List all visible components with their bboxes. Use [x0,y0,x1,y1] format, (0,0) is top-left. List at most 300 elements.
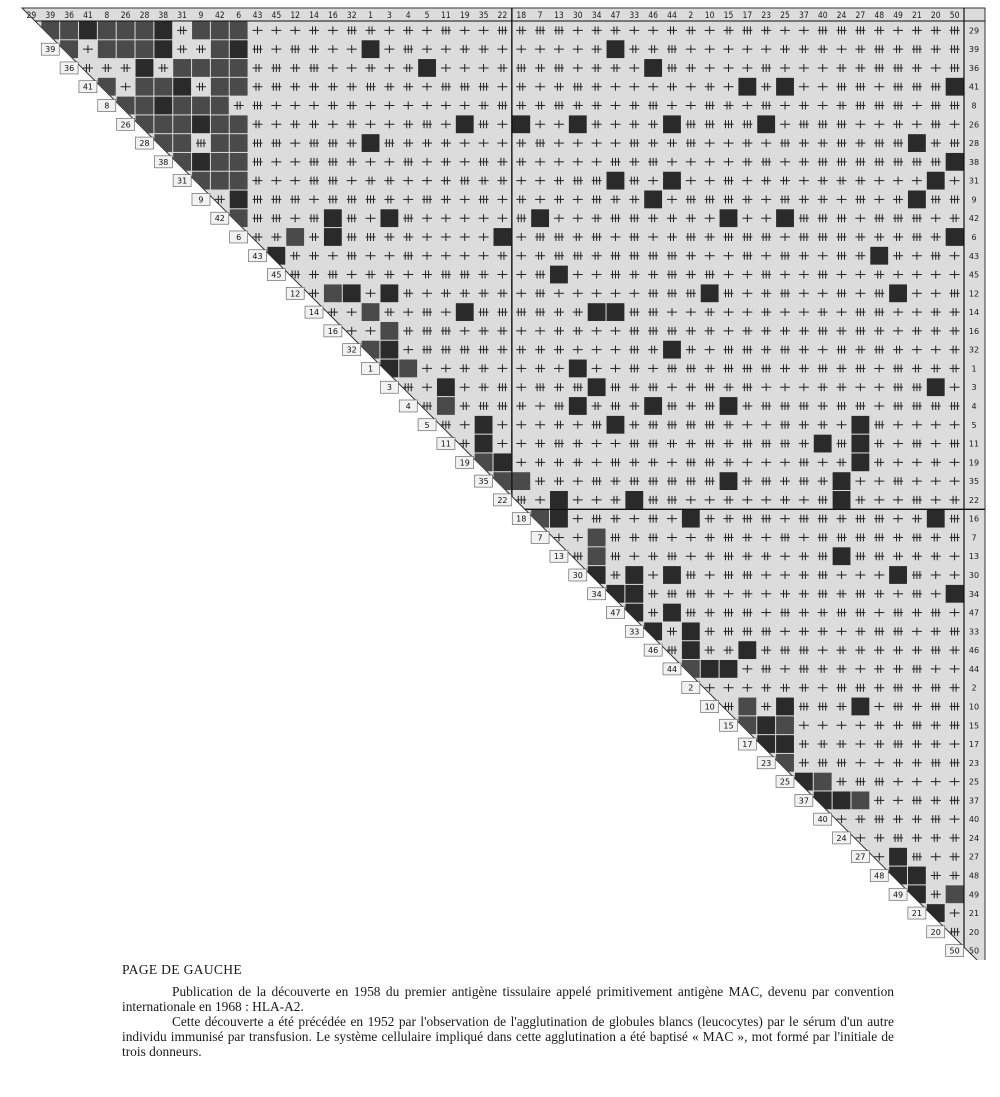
reaction-mark [253,214,263,222]
reaction-mark [667,252,677,260]
row-header-label: 16 [968,326,980,336]
agglutination-cell [343,284,361,302]
reaction-mark [667,271,677,279]
column-header-label: 36 [64,11,74,21]
reaction-mark [874,533,884,541]
reaction-mark [403,158,413,166]
agglutination-cell [117,22,135,40]
reaction-mark [893,214,903,222]
reaction-mark [761,271,771,279]
agglutination-cell [173,97,191,115]
agglutination-cell [230,40,248,58]
reaction-mark [818,571,828,579]
agglutination-cell [399,360,417,378]
reaction-mark [516,308,526,316]
reaction-mark [780,346,790,354]
agglutination-cell [230,115,248,133]
column-header-label: 14 [309,11,319,21]
caption-paragraph-2: Cette découverte a été précédée en 1952 par l'observation de l'agglutination de globules blancs (leucocytes) par le sérum d'un autre individu immunisé par transfusion. Le système cellulaire impliqué dans cette agglutination a été baptisé « MAC », mot formé par l'initiale de trois donneurs. [122,1014,894,1059]
diagonal-label: 34 [591,589,602,599]
agglutination-cell [192,22,210,40]
column-header-label: 42 [214,11,225,21]
agglutination-cell [701,660,719,678]
diagonal-label: 8 [104,101,110,111]
reaction-mark [705,383,715,391]
reaction-mark [837,158,847,166]
reaction-mark [761,233,771,241]
reaction-mark [629,139,639,147]
agglutination-cell [136,40,154,58]
column-header-label: 21 [912,11,922,21]
diagonal-label: 32 [346,345,357,355]
reaction-mark [460,346,470,354]
reaction-mark [855,102,865,110]
agglutination-cell [230,78,248,96]
column-header-label: 27 [855,11,866,21]
reaction-mark [686,458,696,466]
reaction-mark [799,402,809,410]
diagonal-label: 24 [836,833,847,843]
agglutination-cell [98,22,116,40]
reaction-mark [780,289,790,297]
row-header-label: 41 [968,82,980,92]
column-header-label: 17 [742,11,753,21]
reaction-mark [724,120,734,128]
reaction-mark [874,289,884,297]
reaction-mark [271,139,281,147]
reaction-mark [799,233,809,241]
reaction-mark [855,402,865,410]
reaction-mark [855,327,865,335]
agglutination-cell [230,22,248,40]
diagonal-label: 38 [158,157,169,167]
reaction-mark [554,252,564,260]
row-header-label: 24 [968,833,980,843]
reaction-mark [761,64,771,72]
reaction-mark [705,440,715,448]
agglutination-cell [550,510,568,528]
reaction-mark [724,289,734,297]
agglutination-cell [833,472,851,490]
reaction-mark [422,327,432,335]
reaction-mark [742,26,752,34]
reaction-mark [479,195,489,203]
diagonal-label: 1 [367,364,374,374]
agglutination-cell [663,172,681,190]
row-header-label: 16 [968,514,980,524]
reaction-mark [761,665,771,673]
row-header-label: 9 [971,195,977,205]
agglutination-cell [644,397,662,415]
diagonal-label: 30 [572,571,583,581]
agglutination-cell [362,40,380,58]
reaction-mark [724,627,734,635]
reaction-mark [874,139,884,147]
reaction-mark [912,158,922,166]
reaction-mark [648,289,658,297]
agglutination-cell [380,341,398,359]
row-header-label: 25 [968,777,980,787]
reaction-mark [950,45,960,53]
reaction-mark [950,195,960,203]
reaction-mark [780,252,790,260]
reaction-mark [855,778,865,786]
reaction-mark [460,271,470,279]
row-header-label: 40 [968,815,980,825]
reaction-mark [667,289,677,297]
reaction-mark [403,252,413,260]
reaction-mark [818,214,828,222]
column-header-label: 45 [271,11,282,21]
row-header-label: 21 [968,909,980,919]
column-header-label: 31 [177,11,188,21]
agglutination-cell [851,791,869,809]
reaction-mark [403,214,413,222]
diagonal-label: 9 [198,195,204,205]
agglutination-cell [814,435,832,453]
row-header-label: 20 [968,927,980,937]
agglutination-cell [851,416,869,434]
reaction-mark [554,440,564,448]
agglutination-cell [738,78,756,96]
reaction-mark [912,440,922,448]
diagonal-label: 16 [327,326,338,336]
agglutination-cell [192,115,210,133]
diagonal-label: 14 [308,308,320,318]
reaction-mark [648,327,658,335]
reaction-mark [912,590,922,598]
reaction-mark [874,214,884,222]
reaction-mark [705,402,715,410]
column-header-label: 16 [327,11,338,21]
agglutination-cell [757,716,775,734]
agglutination-cell [211,172,229,190]
row-header-label: 38 [968,157,980,167]
agglutination-cell [230,59,248,77]
reaction-mark [893,158,903,166]
reaction-mark [818,233,828,241]
column-header-label: 28 [139,11,150,21]
agglutination-cell [192,59,210,77]
reaction-mark [818,271,828,279]
reaction-mark [950,533,960,541]
agglutination-cell [173,134,191,152]
reaction-mark [347,233,357,241]
agglutination-cell [588,303,606,321]
diagonal-label: 21 [911,909,922,919]
reaction-mark [780,609,790,617]
diagonal-label: 33 [629,627,640,637]
agglutination-cell [738,641,756,659]
reaction-mark [629,252,639,260]
reaction-mark [855,684,865,692]
column-header-label: 13 [554,11,564,21]
agglutination-cell [512,115,530,133]
column-header-label: 41 [83,11,93,21]
reaction-mark [705,120,715,128]
column-header-label: 7 [537,11,543,21]
agglutination-cell [362,303,380,321]
reaction-mark [347,252,357,260]
row-header-label: 48 [968,871,980,881]
reaction-mark [874,552,884,560]
reaction-mark [799,702,809,710]
reaction-mark [422,195,432,203]
agglutination-cell [230,153,248,171]
row-header-label: 26 [968,120,980,130]
reaction-mark [931,158,941,166]
reaction-mark [818,759,828,767]
diagonal-label: 49 [892,890,904,900]
reaction-mark [573,83,583,91]
reaction-mark [950,139,960,147]
reaction-mark [648,383,658,391]
diagonal-label: 35 [478,477,489,487]
reaction-mark [818,364,828,372]
diagonal-label: 45 [271,270,282,280]
reaction-mark [818,702,828,710]
row-header-label: 2 [971,683,977,693]
reaction-mark [855,308,865,316]
row-header-label: 30 [968,571,980,581]
row-header-label: 47 [968,608,980,618]
reaction-mark [441,346,451,354]
column-header-label: 10 [704,11,715,21]
agglutination-cell [889,284,907,302]
reaction-mark [497,102,507,110]
column-header-label: 50 [949,11,960,21]
reaction-mark [705,458,715,466]
row-header-label: 19 [968,458,980,468]
reaction-mark [950,627,960,635]
reaction-mark [573,252,583,260]
reaction-mark [516,214,526,222]
agglutination-cell [607,303,625,321]
row-header-label: 50 [968,946,980,956]
agglutination-cell [230,134,248,152]
reaction-mark [610,383,620,391]
column-header-label: 48 [874,11,885,21]
reaction-mark [724,571,734,579]
reaction-mark [328,195,338,203]
diagonal-label: 22 [497,495,508,505]
reaction-mark [837,83,847,91]
diagonal-label: 4 [405,401,411,411]
agglutination-cell [851,435,869,453]
agglutination-cell [569,397,587,415]
reaction-mark [837,402,847,410]
column-header-label: 47 [610,11,621,21]
agglutination-cell [456,115,474,133]
reaction-mark [742,515,752,523]
agglutination-cell [211,115,229,133]
reaction-mark [742,346,752,354]
diagonal-label: 47 [610,608,621,618]
reaction-mark [648,252,658,260]
agglutination-cell [324,284,342,302]
reaction-mark [874,102,884,110]
reaction-mark [629,327,639,335]
agglutination-cell [946,228,964,246]
reaction-mark [950,64,960,72]
agglutination-cell [98,40,116,58]
diagonal-label: 26 [120,120,131,130]
reaction-mark [479,402,489,410]
reaction-mark [818,327,828,335]
reaction-mark [818,496,828,504]
column-header-label: 9 [198,11,204,21]
reaction-mark [837,346,847,354]
reaction-mark [912,796,922,804]
row-header-label: 17 [968,740,980,750]
row-header-label: 6 [971,232,977,242]
reaction-mark [253,102,263,110]
caption-paragraph-1: Publication de la découverte en 1958 du premier antigène tissulaire appelé primitivement antigène MAC, devenu par convention internationale en 1968 : HLA-A2. [122,984,894,1014]
column-header-label: 15 [723,11,734,21]
reaction-mark [347,214,357,222]
reaction-mark [724,177,734,185]
agglutination-cell [136,22,154,40]
reaction-mark [648,308,658,316]
column-header-label: 49 [893,11,903,21]
reaction-mark [441,271,451,279]
caption-title: PAGE DE GAUCHE [122,962,243,977]
diagonal-label: 19 [459,458,470,468]
column-header-label: 18 [516,11,527,21]
agglutination-cell [211,134,229,152]
reaction-mark [441,327,451,335]
row-header-label: 42 [968,214,980,224]
row-header-label: 11 [968,439,980,449]
row-header-label: 32 [968,345,980,355]
diagonal-label: 7 [537,533,543,543]
agglutination-cell [644,59,662,77]
column-header-label: 20 [930,11,941,21]
diagonal-label: 3 [386,383,392,393]
reaction-mark [610,214,620,222]
row-header-label: 33 [968,627,980,637]
agglutination-cell [550,491,568,509]
reaction-mark [422,346,432,354]
agglutination-cell [154,22,172,40]
reaction-mark [742,627,752,635]
reaction-mark [855,590,865,598]
reaction-mark [893,139,903,147]
agglutination-cell [833,491,851,509]
agglutination-cell [380,209,398,227]
reaction-mark [648,533,658,541]
reaction-mark [592,177,602,185]
reaction-mark [912,665,922,673]
reaction-mark [328,139,338,147]
reaction-mark [724,346,734,354]
agglutination-cell [192,97,210,115]
agglutination-cell [588,529,606,547]
reaction-mark [535,383,545,391]
agglutination-cell [192,153,210,171]
reaction-mark [686,477,696,485]
reaction-mark [893,83,903,91]
reaction-mark [874,64,884,72]
reaction-mark [837,533,847,541]
reaction-mark [893,609,903,617]
reaction-mark [893,740,903,748]
reaction-mark [705,102,715,110]
agglutination-cell [475,416,493,434]
column-header-label: 37 [798,11,809,21]
agglutination-cell [682,622,700,640]
agglutination-cell [494,453,512,471]
reaction-mark [403,45,413,53]
reaction-mark [309,214,319,222]
reaction-mark [554,64,564,72]
reaction-mark [196,139,206,147]
agglutination-cell [211,22,229,40]
agglutination-cell [117,40,135,58]
reaction-mark [931,102,941,110]
row-header-label: 27 [968,852,980,862]
agglutination-cell [512,472,530,490]
reaction-mark [479,158,489,166]
reaction-mark [799,458,809,466]
agglutination-cell [682,641,700,659]
reaction-mark [742,609,752,617]
diagonal-label: 12 [290,289,301,299]
agglutination-cell [230,172,248,190]
reaction-mark [309,64,319,72]
column-header-label: 22 [497,11,508,21]
reaction-mark [686,571,696,579]
agglutination-cell [154,78,172,96]
reaction-mark [497,402,507,410]
reaction-mark [874,515,884,523]
reaction-mark [855,26,865,34]
reaction-mark [837,684,847,692]
reaction-mark [837,233,847,241]
reaction-mark [742,364,752,372]
diagonal-label: 15 [723,721,734,731]
reaction-mark [648,102,658,110]
agglutination-cell [437,397,455,415]
reaction-mark [780,139,790,147]
reaction-mark [893,702,903,710]
agglutination-cell [531,209,549,227]
reaction-mark [742,571,752,579]
reaction-mark [874,158,884,166]
diagonal-label: 44 [666,664,678,674]
reaction-mark [855,83,865,91]
reaction-mark [290,45,300,53]
row-header-label: 36 [968,63,980,73]
column-header-label: 46 [648,11,659,21]
reaction-mark [855,195,865,203]
reaction-mark [592,477,602,485]
reaction-mark [309,139,319,147]
reaction-mark [893,64,903,72]
column-header-label: 5 [424,11,430,21]
reaction-mark [893,477,903,485]
row-header-label: 29 [968,26,980,36]
reaction-mark [893,402,903,410]
reaction-mark [742,383,752,391]
reaction-mark [950,289,960,297]
reaction-mark [818,120,828,128]
agglutination-cell [720,209,738,227]
agglutination-cell [456,303,474,321]
row-header-label: 45 [968,270,980,280]
diagonal-label: 40 [817,815,828,825]
agglutination-cell [136,59,154,77]
